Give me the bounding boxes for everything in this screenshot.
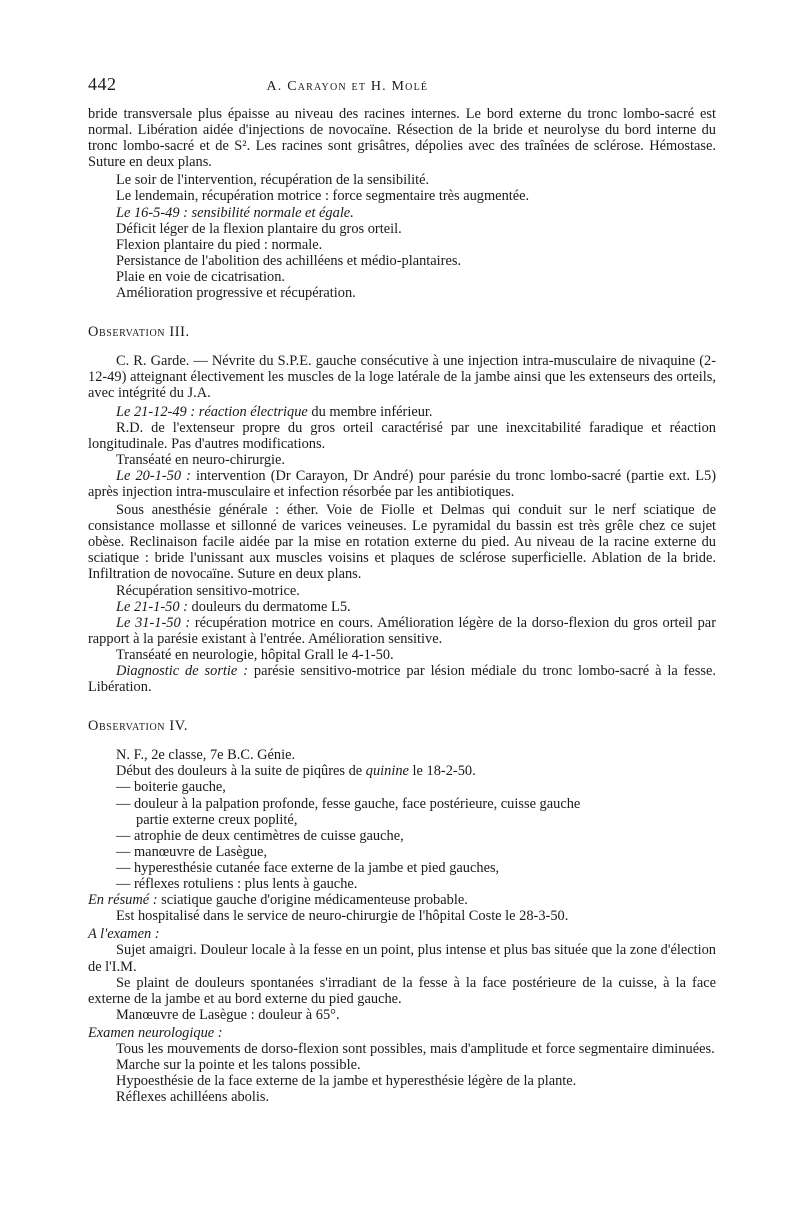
italic-label: A l'examen : <box>88 926 160 943</box>
paragraph: R.D. de l'extenseur propre du gros orteil caractérisé par une inexcitabilité faradique et réaction longitudinale. Pas d'autres modifications. <box>88 419 716 452</box>
line-text: Début des douleurs à la suite de piqûres de <box>116 763 366 780</box>
italic-date: Le 20-1-50 : <box>116 467 191 484</box>
subheading <box>88 926 716 942</box>
italic-label: Diagnostic de sortie : <box>116 663 248 679</box>
section-heading: Observation IV. <box>88 718 189 735</box>
italic-label: En résumé : <box>88 892 158 909</box>
paragraph: Tous les mouvements de dorso-flexion sont possibles, mais d'amplitude et force segmentaire diminuées. <box>116 1040 715 1057</box>
line: Le lendemain, récupération motrice : force segmentaire très augmentée. <box>116 188 530 205</box>
line: Persistance de l'abolition des achilléens et médio-plantaires. <box>116 252 462 269</box>
line-text: douleurs du dermatome L5. <box>187 598 351 615</box>
line <box>88 404 716 420</box>
line: Plaie en voie de cicatrisation. <box>116 268 286 285</box>
line: Est hospitalisé dans le service de neuro-chirurgie de l'hôpital Coste le 28-3-50. <box>116 908 569 925</box>
line: Manœuvre de Lasègue : douleur à 65°. <box>116 1006 340 1023</box>
subheading <box>88 1025 716 1041</box>
list-item: — manœuvre de Lasègue, <box>116 843 268 860</box>
paragraph <box>88 468 716 500</box>
line: Transéaté en neurologie, hôpital Grall le 4-1-50. <box>116 646 394 663</box>
italic-word: quinine <box>365 763 409 780</box>
paragraph: Sujet amaigri. Douleur locale à la fesse en un point, plus intense et plus bas située que la zone d'élection de l'I.M. <box>88 942 716 975</box>
paragraph: Se plaint de douleurs spontanées s'irradiant de la fesse à la face postérieure de la cuisse, à la face externe de la jambe et au bord externe du pied gauche. <box>88 974 716 1007</box>
line <box>88 599 716 615</box>
section-heading: Observation III. <box>88 324 190 341</box>
paragraph: bride transversale plus épaisse au niveau des racines internes. Le bord externe du tronc lombo-sacré est normal. Libération aidée d'injections de novocaïne. Résection de la bride et neurolyse du bord interne du tronc lombo-sacré et de S². Les racines sont grisâtres, dépolies avec des traînées de sclérose. Hémostase. Suture en deux plans. <box>88 106 716 171</box>
list-item-continuation: partie externe creux poplité, <box>136 811 298 828</box>
line-text: sciatique gauche d'origine médicamenteuse probable. <box>157 892 468 909</box>
list-item: — douleur à la palpation profonde, fesse gauche, face postérieure, cuisse gauche <box>116 795 581 812</box>
paragraph: C. R. Garde. — Névrite du S.P.E. gauche consécutive à une injection intra-musculaire de nivaquine (2-12-49) atteignant électivement les muscles de la loge latérale de la jambe ainsi que les extenseurs des orteils, avec intégrité du J.A. <box>88 353 716 402</box>
line <box>88 763 716 779</box>
line <box>88 205 716 221</box>
list-item: — atrophie de deux centimètres de cuisse gauche, <box>116 827 404 844</box>
line-text: parésie sensitivo-motrice par lésion médiale du tronc lombo-sacré à la fesse. Libération. <box>88 663 716 696</box>
line: Marche sur la pointe et les talons possible. <box>116 1057 361 1074</box>
italic-date: Le 21-1-50 : <box>116 598 188 615</box>
page-number: 442 <box>88 74 117 94</box>
line: Le soir de l'intervention, récupération de la sensibilité. <box>116 172 430 189</box>
running-head <box>88 76 716 106</box>
line: Réflexes achilléens abolis. <box>116 1089 270 1106</box>
list-item: — boiterie gauche, <box>116 779 226 796</box>
line: Flexion plantaire du pied : normale. <box>116 236 323 253</box>
line-text: du membre inférieur. <box>307 403 433 420</box>
paragraph <box>88 663 716 695</box>
line: Transéaté en neuro-chirurgie. <box>116 451 286 468</box>
list-item: — réflexes rotuliens : plus lents à gauche. <box>116 876 358 893</box>
line: Récupération sensitivo-motrice. <box>116 582 300 599</box>
italic-label: Examen neurologique : <box>88 1024 223 1041</box>
italic-date: Le 31-1-50 : <box>116 614 191 631</box>
italic-date: Le 16-5-49 : sensibilité normale et égale. <box>116 204 354 221</box>
list-item: — hyperesthésie cutanée face externe de la jambe et pied gauches, <box>116 859 500 876</box>
running-title: A. Carayon et H. Molé <box>266 79 429 94</box>
paragraph <box>88 615 716 647</box>
line-text: le 18-2-50. <box>408 763 476 780</box>
line-text: intervention (Dr Carayon, Dr André) pour parésie du tronc lombo-sacré (partie ext. L5) après injection intra-musculaire et infection résorbée par les antibiotiques. <box>88 467 716 500</box>
line: Amélioration progressive et récupération. <box>116 285 356 302</box>
line: Hypoesthésie de la face externe de la jambe et hyperesthésie légère de la plante. <box>116 1073 577 1090</box>
italic-date: Le 21-12-49 : réaction électrique <box>116 403 308 420</box>
paragraph: Sous anesthésie générale : éther. Voie de Fiolle et Delmas qui conduit sur le nerf sciatique de consistance mollasse et sillonné de varices veineuses. Le pyramidal du bassin est très grêle chez ce sujet obèse. Reclinaison facile aidée par la mise en rotation externe du pied. Au niveau de la racine externe du sciatique : bride l'unissant aux muscles voisins et plaques de sclérose superficielle. Ablation de la bride. Infiltration de novocaïne. Suture en deux plans. <box>88 502 716 583</box>
line-text: récupération motrice en cours. Amélioration légère de la dorso-flexion du gros orteil par rapport à la parésie existant à l'entrée. Amélioration sensitive. <box>88 614 716 647</box>
line: Déficit léger de la flexion plantaire du gros orteil. <box>116 220 402 237</box>
line <box>88 892 716 908</box>
line: N. F., 2e classe, 7e B.C. Génie. <box>116 747 296 764</box>
page-content <box>88 76 716 1105</box>
